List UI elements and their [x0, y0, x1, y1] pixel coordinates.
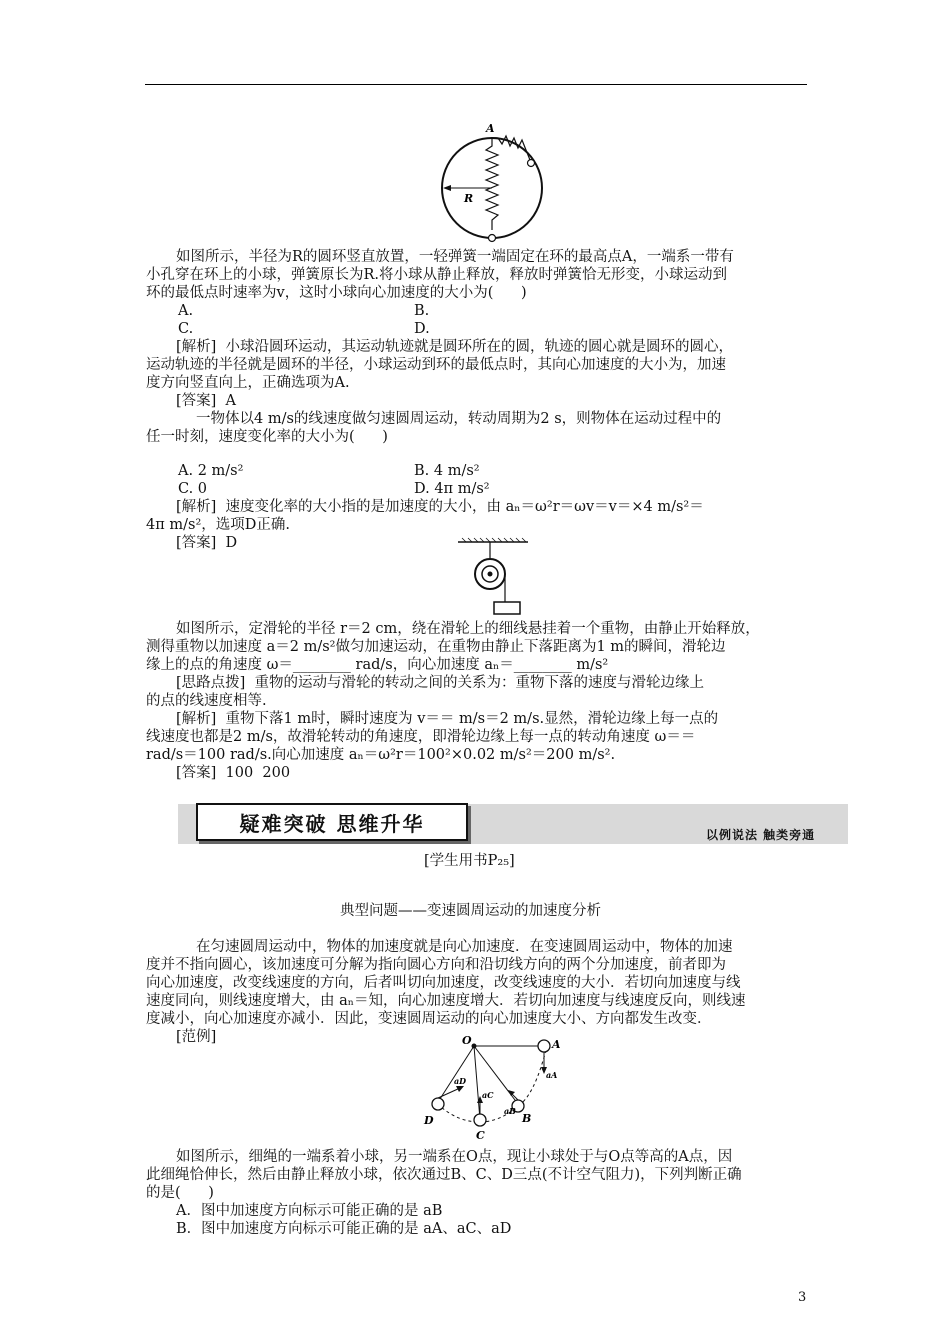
- page-number: 3: [798, 1290, 807, 1305]
- pendulum-label-aD: aD: [454, 1076, 467, 1086]
- pendulum-label-A: A: [552, 1038, 561, 1051]
- q3-analysis-3: rad/s＝100 rad/s.向心加速度 aₙ＝ω²r＝100²×0.02 m/s²＝200 m/s².: [146, 747, 616, 763]
- q3-analysis-2: 线速度也都是2 m/s，故滑轮转动的角速度，即滑轮边缘上每一点的转动角速度 ω＝＝: [146, 729, 696, 745]
- example-option-a: A．图中加速度方向标示可能正确的是 aB: [176, 1203, 443, 1219]
- q2-option-b: B. 4 m/s²: [414, 463, 480, 479]
- pendulum-label-aB: aB: [504, 1106, 516, 1116]
- pendulum-label-B: B: [522, 1112, 532, 1125]
- q3-line-1: 如图所示，定滑轮的半径 r＝2 cm，绕在滑轮上的细线悬挂着一个重物，由静止开始释放，: [176, 621, 760, 637]
- q2-line-1: 一物体以4 m/s的线速度做匀速圆周运动，转动周期为2 s，则物体在运动过程中的: [196, 411, 722, 427]
- section-heading: 典型问题——变速圆周运动的加速度分析: [340, 903, 601, 919]
- book-reference: [学生用书P₂₅]: [424, 853, 515, 869]
- pendulum-label-aA: aA: [546, 1070, 558, 1080]
- q1-analysis-1: [解析] 小球沿圆环运动，其运动轨迹就是圆环所在的圆，轨迹的圆心就是圆环的圆心，: [176, 339, 734, 355]
- q3-line-2: 测得重物以加速度 a＝2 m/s²做匀加速运动，在重物由静止下落距离为1 m的瞬间，滑轮边: [146, 639, 726, 655]
- q3-hint-2: 的点的线速度相等.: [146, 693, 267, 709]
- pulley-figure: [456, 536, 536, 616]
- q2-answer: [答案] D: [176, 535, 238, 551]
- q1-option-a: A.: [178, 303, 194, 319]
- example-line-1: 如图所示，细绳的一端系着小球，另一端系在O点，现让小球处于与O点等高的A点，因: [176, 1149, 733, 1165]
- pendulum-label-O: O: [462, 1036, 472, 1047]
- q2-analysis-1: [解析] 速度变化率的大小指的是加速度的大小，由 aₙ＝ω²r＝ωv＝v＝×4 m/s²＝: [176, 499, 704, 515]
- q1-analysis-3: 度方向竖直向上，正确选项为A.: [146, 375, 350, 391]
- section-paragraph-5: 度减小，向心加速度亦减小．因此，变速圆周运动的向心加速度大小、方向都发生改变．: [146, 1011, 712, 1027]
- example-line-2: 此细绳恰伸长，然后由静止释放小球，依次通过B、C、D三点(不计空气阻力)，下列判断正确: [146, 1167, 742, 1183]
- q2-line-2: 任一时刻，速度变化率的大小为( ): [146, 429, 388, 445]
- q3-answer: [答案] 100 200: [176, 765, 291, 781]
- figure-label-A: A: [486, 122, 495, 135]
- section-paragraph-4: 速度同向，则线速度增大，由 aₙ＝知，向心加速度增大．若切向加速度与线速度反向，则线速: [146, 993, 746, 1009]
- q1-line-1: 如图所示，半径为R的圆环竖直放置，一轻弹簧一端固定在环的最高点A，一端系一带有: [176, 249, 734, 265]
- pendulum-figure: [418, 1036, 568, 1140]
- ring-spring-figure: [440, 120, 550, 248]
- banner-right-text: 以例说法 触类旁通: [706, 828, 816, 842]
- figure-label-R: R: [464, 192, 474, 205]
- example-line-3: 的是( ): [146, 1185, 214, 1201]
- q1-line-3: 环的最低点时速率为v，这时小球向心加速度的大小为( ): [146, 285, 527, 301]
- q3-analysis-1: [解析] 重物下落1 m时，瞬时速度为 v＝＝ m/s＝2 m/s.显然，滑轮边缘上每一点的: [176, 711, 719, 727]
- q1-option-c: C.: [178, 321, 194, 337]
- pendulum-label-aC: aC: [482, 1090, 494, 1100]
- q1-option-b: B.: [414, 303, 430, 319]
- example-option-b: B．图中加速度方向标示可能正确的是 aA、aC、aD: [176, 1221, 512, 1237]
- header-rule: [145, 84, 807, 85]
- example-tag: [范例]: [176, 1029, 217, 1045]
- pendulum-label-C: C: [476, 1129, 485, 1140]
- section-paragraph-2: 度并不指向圆心，该加速度可分解为指向圆心方向和沿切线方向的两个分加速度，前者即为: [146, 957, 726, 973]
- q1-answer: [答案] A: [176, 393, 237, 409]
- q2-option-a: A. 2 m/s²: [178, 463, 244, 479]
- q2-analysis-2: 4π m/s²，选项D正确.: [146, 517, 290, 533]
- q3-hint-1: [思路点拨] 重物的运动与滑轮的转动之间的关系为：重物下落的速度与滑轮边缘上: [176, 675, 705, 691]
- q3-line-3: 缘上的点的角速度 ω＝________ rad/s，向心加速度 aₙ＝________ m/s²: [146, 657, 609, 673]
- section-paragraph-1: 在匀速圆周运动中，物体的加速度就是向心加速度．在变速圆周运动中，物体的加速: [196, 939, 733, 955]
- section-paragraph-3: 向心加速度，改变线速度的方向，后者叫切向加速度，改变线速度的大小．若切向加速度与线: [146, 975, 741, 991]
- q1-option-d: D.: [414, 321, 430, 337]
- q1-analysis-2: 运动轨迹的半径就是圆环的半径，小球运动到环的最低点时，其向心加速度的大小为，加速: [146, 357, 726, 373]
- q2-option-c: C. 0: [178, 481, 208, 497]
- q2-option-d: D. 4π m/s²: [414, 481, 490, 497]
- q1-line-2: 小孔穿在环上的小球，弹簧原长为R.将小球从静止释放，释放时弹簧恰无形变，小球运动到: [146, 267, 728, 283]
- banner-title: 疑难突破 思维升华: [196, 803, 468, 841]
- pendulum-label-D: D: [424, 1114, 434, 1127]
